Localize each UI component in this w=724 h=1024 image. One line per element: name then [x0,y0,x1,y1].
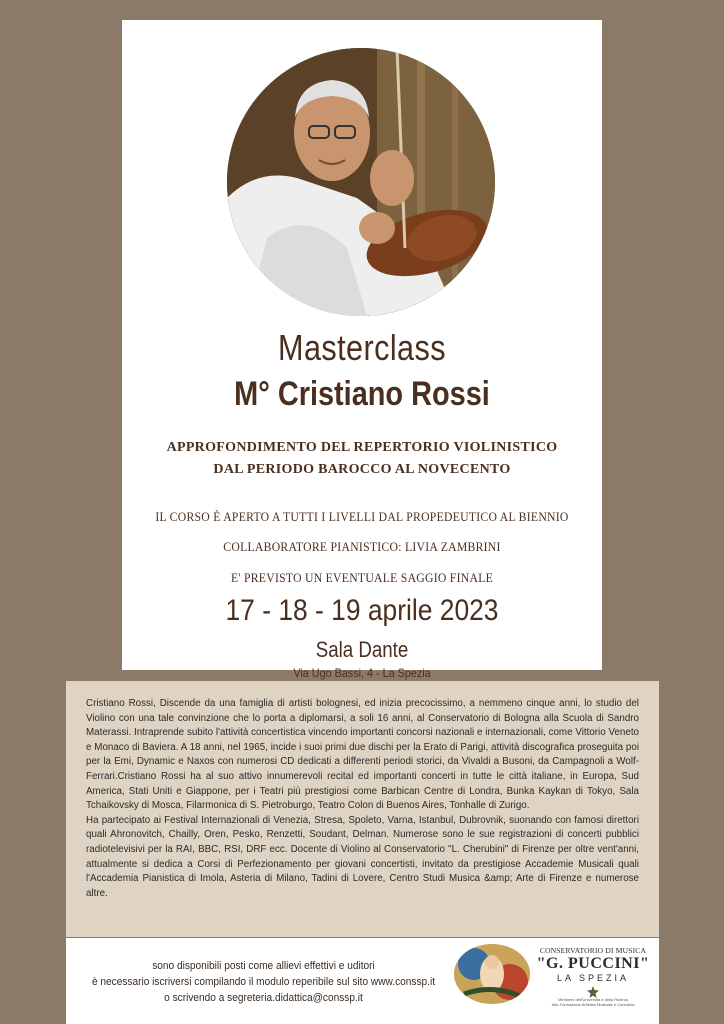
biography-panel [66,681,659,937]
logo-line-1: CONSERVATORIO DI MUSICA [539,946,647,955]
subtitle-line-1: APPROFONDIMENTO DEL REPERTORIO VIOLINISTICO [166,440,558,455]
enrollment-line-3: o scrivendo a segreteria.didattica@conssp.it [164,992,363,1004]
course-levels: IL CORSO È APERTO A TUTTI I LIVELLI DAL PROPEDEUTICO AL BIENNIO [155,509,569,524]
pianist-collaborator: COLLABORATORE PIANISTICO: LIVIA ZAMBRINI [223,539,501,554]
conservatory-artwork-icon [454,944,530,1004]
violinist-portrait [227,48,495,316]
violinist-photo-illustration [227,48,495,316]
logo-line-3: LA SPEZIA [556,973,630,983]
masterclass-title: Masterclass [278,327,446,368]
ministry-line-1: Ministero dell'Università e della Ricerca [558,997,628,1002]
event-dates: 17 - 18 - 19 aprile 2023 [225,594,499,627]
enrollment-line-2: è necessario iscriversi compilando il modulo reperibile sul sito www.conssp.it [91,976,436,988]
poster-card [122,20,602,680]
footer-panel [66,938,659,1024]
course-subtitle [122,437,602,481]
venue-name: Sala Dante [315,637,409,662]
enrollment-line-1: sono disponibili posti come allievi effettivi e uditori [152,960,375,972]
logo-line-2: "G. PUCCINI" [536,955,650,972]
venue-address: Via Ugo Bassi, 4 - La Spezia [293,666,431,680]
italian-emblem-icon [587,985,599,997]
teacher-name: M° Cristiano Rossi [234,375,490,413]
enrollment-info [82,958,445,1006]
biography-paragraph-2: Ha partecipato ai Festival Internazionali di Venezia, Stresa, Spoleto, Varna, Istanbul, Dubrovnik, suonando con famosi direttori quali Ahronovitch, Chailly, Oren, Pesko, Renzetti, Soudant, Delman. Numerose sono le sue registrazioni di concerti pubblici radiotelevisivi per la RAI, BBC, RSI, DRF ecc. Docente di Violino al Conservatorio "L. Cherubini" di Firenze per oltre vent'anni, attualmente si dedica a Corsi di Perfezionamento per giovani concertisti, invitato da prestigiose Accademie Musicali quali l'Accademia Pianistica di Imola, Asteria di Milano, Tadini di Lovere, Centro Studi Musica &amp; Arte di Firenze e numerose altre. [86,814,639,899]
final-recital-note: E' PREVISTO UN EVENTUALE SAGGIO FINALE [230,570,494,585]
ministry-line-2: Alta Formazione Artistica Musicale e Coreutica [551,1002,635,1007]
biography-text [86,697,639,901]
conservatory-logo [532,946,654,1007]
biography-paragraph-1: Cristiano Rossi, Discende da una famiglia di artisti bolognesi, ed inizia precocissimo, a nemmeno cinque anni, lo studio del Violino con una tale convinzione che lo porta a diplomarsi, a soli 16 anni, al Conservatorio di Bologna alla Scuola di Sandro Materassi. Intraprende subito l'attività concertistica vincendo importanti concorsi nazionali e internazionali, come Vittorio Veneto e Monaco di Baviera. A 18 anni, nel 1965, incide i suoi primi due dischi per la Erato di Parigi, attività discografica proseguita poi per la Emi, Dynamic e Naxos con numerosi CD dedicati a differenti periodi storici, da Vivaldi a Busoni, da Campagnoli a Wolf- Ferrari.Cristiano Rossi ha al suo attivo innumerevoli recital ed importanti concerti in tutte le città italiane, in Europa, Sud America, Stati Uniti e Giappone, per i Teatri più prestigiosi come Barbican Centre di Londra, Bunka Kaykan di Tokyo, Sala Tchaikovsky di Mosca, Filarmonica di S. Pietroburgo, Teatro Colon di Buenos Aires, Tonhalle di Zurigo. [86,698,639,812]
subtitle-line-2: DAL PERIODO BAROCCO AL NOVECENTO [213,462,511,477]
